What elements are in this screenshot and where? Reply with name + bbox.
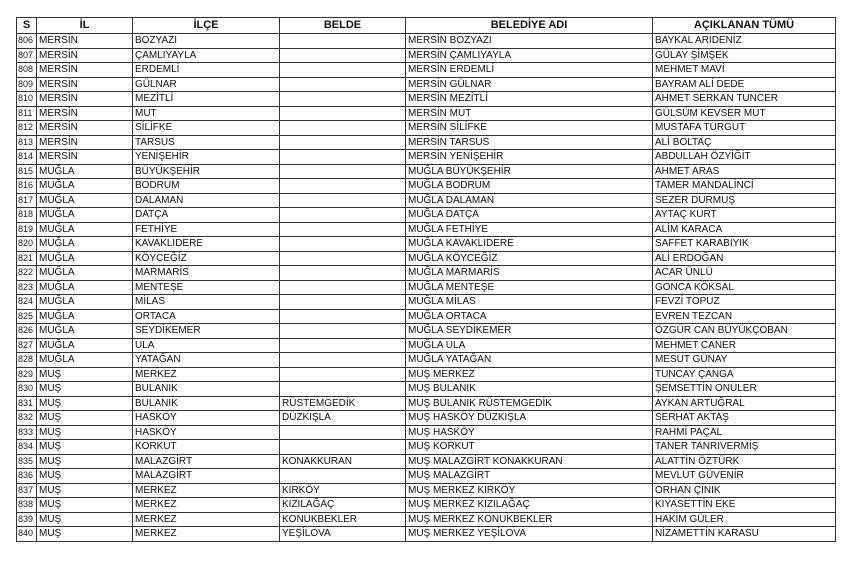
cell-aciklanan-tumu: TANER TANRIVERMİŞ — [653, 440, 836, 455]
cell-belediye-adi: MUĞLA KAVAKLIDERE — [406, 237, 653, 252]
row-number: 808 — [17, 63, 37, 78]
row-number: 840 — [17, 527, 37, 542]
cell-il: MUĞLA — [37, 295, 133, 310]
cell-ilce: MERKEZ — [133, 498, 280, 513]
cell-belde: KIZILAĞAÇ — [280, 498, 406, 513]
row-number: 831 — [17, 396, 37, 411]
cell-belediye-adi: MUŞ MERKEZ KONUKBEKLER — [406, 512, 653, 527]
cell-il: MUŞ — [37, 469, 133, 484]
cell-aciklanan-tumu: BAYRAM ALİ DEDE — [653, 77, 836, 92]
row-number: 810 — [17, 92, 37, 107]
cell-ilce: ULA — [133, 338, 280, 353]
table-row — [17, 121, 836, 136]
cell-belde — [280, 222, 406, 237]
table-row — [17, 324, 836, 339]
cell-belde — [280, 179, 406, 194]
cell-ilce: MERKEZ — [133, 367, 280, 382]
cell-ilce: MARMARİS — [133, 266, 280, 281]
cell-aciklanan-tumu: AHMET ARAS — [653, 164, 836, 179]
cell-il: MERSİN — [37, 92, 133, 107]
table-row — [17, 106, 836, 121]
table-row — [17, 77, 836, 92]
cell-ilce: MUT — [133, 106, 280, 121]
cell-aciklanan-tumu: ORHAN ÇINIK — [653, 483, 836, 498]
table-row — [17, 382, 836, 397]
row-number: 835 — [17, 454, 37, 469]
cell-il: MERSİN — [37, 135, 133, 150]
cell-ilce: ÇAMLIYAYLA — [133, 48, 280, 63]
cell-il: MUŞ — [37, 454, 133, 469]
cell-il: MERSİN — [37, 106, 133, 121]
cell-aciklanan-tumu: NİZAMETTİN KARASU — [653, 527, 836, 542]
cell-belde — [280, 208, 406, 223]
cell-belediye-adi: MUĞLA BÜYÜKŞEHİR — [406, 164, 653, 179]
table-row — [17, 251, 836, 266]
cell-ilce: GÜLNAR — [133, 77, 280, 92]
row-number: 806 — [17, 34, 37, 49]
cell-belde — [280, 266, 406, 281]
cell-belediye-adi: MERSİN ERDEMLİ — [406, 63, 653, 78]
cell-ilce: MERKEZ — [133, 483, 280, 498]
row-number: 838 — [17, 498, 37, 513]
cell-ilce: DALAMAN — [133, 193, 280, 208]
table-row — [17, 338, 836, 353]
cell-belde — [280, 280, 406, 295]
cell-ilce: TARSUS — [133, 135, 280, 150]
row-number: 829 — [17, 367, 37, 382]
cell-ilce: KORKUT — [133, 440, 280, 455]
row-number: 816 — [17, 179, 37, 194]
table-row — [17, 208, 836, 223]
row-number: 817 — [17, 193, 37, 208]
table-row — [17, 353, 836, 368]
cell-ilce: BULANIK — [133, 396, 280, 411]
cell-belediye-adi: MUŞ BULANIK RÜSTEMGEDİK — [406, 396, 653, 411]
cell-il: MUŞ — [37, 440, 133, 455]
cell-il: MUĞLA — [37, 179, 133, 194]
cell-belediye-adi: MERSİN ÇAMLIYAYLA — [406, 48, 653, 63]
row-number: 815 — [17, 164, 37, 179]
cell-il: MUĞLA — [37, 208, 133, 223]
header-row — [17, 18, 836, 34]
table-row — [17, 222, 836, 237]
cell-il: MUĞLA — [37, 164, 133, 179]
cell-belediye-adi: MUŞ HASKÖY — [406, 425, 653, 440]
cell-aciklanan-tumu: RAHMİ PAÇAL — [653, 425, 836, 440]
cell-aciklanan-tumu: SEZER DURMUŞ — [653, 193, 836, 208]
cell-il: MERSİN — [37, 63, 133, 78]
cell-aciklanan-tumu: FEVZİ TOPUZ — [653, 295, 836, 310]
cell-il: MERSİN — [37, 150, 133, 165]
cell-ilce: BODRUM — [133, 179, 280, 194]
cell-belde — [280, 237, 406, 252]
cell-belediye-adi: MUŞ MALAZGİRT KONAKKURAN — [406, 454, 653, 469]
table-row — [17, 440, 836, 455]
row-number: 837 — [17, 483, 37, 498]
cell-belediye-adi: MERSİN MUT — [406, 106, 653, 121]
cell-il: MUĞLA — [37, 237, 133, 252]
cell-belediye-adi: MUŞ HASKÖY DÜZKIŞLA — [406, 411, 653, 426]
cell-aciklanan-tumu: EVREN TEZCAN — [653, 309, 836, 324]
cell-aciklanan-tumu: MEVLUT GÜVENİR — [653, 469, 836, 484]
row-number: 824 — [17, 295, 37, 310]
header-s: S — [17, 18, 37, 34]
cell-il: MUŞ — [37, 512, 133, 527]
cell-aciklanan-tumu: ALİ ERDOĞAN — [653, 251, 836, 266]
cell-ilce: BULANIK — [133, 382, 280, 397]
table-row — [17, 527, 836, 542]
table-row — [17, 179, 836, 194]
cell-belde: DÜZKIŞLA — [280, 411, 406, 426]
cell-belde — [280, 469, 406, 484]
row-number: 834 — [17, 440, 37, 455]
row-number: 814 — [17, 150, 37, 165]
cell-belde — [280, 425, 406, 440]
table-row — [17, 396, 836, 411]
header-belediye-adi: BELEDİYE ADI — [406, 18, 653, 34]
cell-ilce: FETHİYE — [133, 222, 280, 237]
cell-aciklanan-tumu: ALATTİN ÖZTÜRK — [653, 454, 836, 469]
cell-il: MUĞLA — [37, 251, 133, 266]
cell-belde: YEŞİLOVA — [280, 527, 406, 542]
cell-belediye-adi: MUŞ MERKEZ — [406, 367, 653, 382]
cell-il: MUĞLA — [37, 324, 133, 339]
cell-il: MUŞ — [37, 527, 133, 542]
cell-il: MERSİN — [37, 34, 133, 49]
row-number: 828 — [17, 353, 37, 368]
table-row — [17, 483, 836, 498]
cell-aciklanan-tumu: MUSTAFA TURGUT — [653, 121, 836, 136]
table-row — [17, 411, 836, 426]
cell-belde — [280, 295, 406, 310]
table-row — [17, 164, 836, 179]
cell-belde — [280, 338, 406, 353]
cell-belediye-adi: MERSİN TARSUS — [406, 135, 653, 150]
cell-aciklanan-tumu: GONCA KÖKSAL — [653, 280, 836, 295]
cell-aciklanan-tumu: AYTAÇ KURT — [653, 208, 836, 223]
cell-belde — [280, 150, 406, 165]
cell-aciklanan-tumu: GÜLSÜM KEVSER MUT — [653, 106, 836, 121]
cell-il: MUŞ — [37, 425, 133, 440]
cell-belde: KONUKBEKLER — [280, 512, 406, 527]
cell-belediye-adi: MUĞLA DATÇA — [406, 208, 653, 223]
cell-aciklanan-tumu: ÖZGÜR CAN BÜYÜKÇOBAN — [653, 324, 836, 339]
table-row — [17, 309, 836, 324]
cell-il: MUŞ — [37, 411, 133, 426]
cell-aciklanan-tumu: TAMER MANDALİNCİ — [653, 179, 836, 194]
row-number: 812 — [17, 121, 37, 136]
table-row — [17, 280, 836, 295]
cell-belde — [280, 92, 406, 107]
row-number: 827 — [17, 338, 37, 353]
header-il: İL — [37, 18, 133, 34]
cell-belediye-adi: MUĞLA FETHİYE — [406, 222, 653, 237]
cell-aciklanan-tumu: ŞEMSETTİN ONULER — [653, 382, 836, 397]
cell-aciklanan-tumu: AHMET SERKAN TUNCER — [653, 92, 836, 107]
cell-belde: RÜSTEMGEDİK — [280, 396, 406, 411]
row-number: 818 — [17, 208, 37, 223]
cell-aciklanan-tumu: BAYKAL ARIDENİZ — [653, 34, 836, 49]
cell-belde — [280, 309, 406, 324]
cell-belediye-adi: MUŞ MERKEZ KIRKÖY — [406, 483, 653, 498]
cell-belde — [280, 164, 406, 179]
cell-ilce: KÖYCEĞİZ — [133, 251, 280, 266]
row-number: 807 — [17, 48, 37, 63]
cell-aciklanan-tumu: MEHMET CANER — [653, 338, 836, 353]
cell-aciklanan-tumu: ACAR ÜNLÜ — [653, 266, 836, 281]
row-number: 813 — [17, 135, 37, 150]
cell-il: MERSİN — [37, 77, 133, 92]
row-number: 821 — [17, 251, 37, 266]
table-row — [17, 266, 836, 281]
cell-belde — [280, 34, 406, 49]
table-row — [17, 193, 836, 208]
cell-ilce: HASKÖY — [133, 411, 280, 426]
cell-il: MUŞ — [37, 367, 133, 382]
table-row — [17, 135, 836, 150]
table-row — [17, 63, 836, 78]
cell-belediye-adi: MUĞLA MİLAS — [406, 295, 653, 310]
cell-aciklanan-tumu: TUNCAY ÇANGA — [653, 367, 836, 382]
header-ilce: İLÇE — [133, 18, 280, 34]
cell-il: MUĞLA — [37, 222, 133, 237]
cell-il: MUĞLA — [37, 280, 133, 295]
cell-aciklanan-tumu: MESUT GÜNAY — [653, 353, 836, 368]
row-number: 811 — [17, 106, 37, 121]
cell-aciklanan-tumu: ALİM KARACA — [653, 222, 836, 237]
table-row — [17, 48, 836, 63]
cell-aciklanan-tumu: HAKİM GÜLER — [653, 512, 836, 527]
table-body — [17, 34, 836, 542]
cell-belediye-adi: MUŞ MALAZGİRT — [406, 469, 653, 484]
cell-belediye-adi: MERSİN BOZYAZI — [406, 34, 653, 49]
cell-belde — [280, 63, 406, 78]
cell-belde — [280, 382, 406, 397]
table-row — [17, 498, 836, 513]
cell-ilce: MALAZGİRT — [133, 454, 280, 469]
candidates-table — [16, 17, 836, 542]
row-number: 836 — [17, 469, 37, 484]
cell-ilce: ORTACA — [133, 309, 280, 324]
cell-ilce: BÜYÜKŞEHİR — [133, 164, 280, 179]
cell-ilce: MERKEZ — [133, 512, 280, 527]
cell-belediye-adi: MUŞ KORKUT — [406, 440, 653, 455]
table-row — [17, 367, 836, 382]
table-row — [17, 454, 836, 469]
cell-belde — [280, 367, 406, 382]
cell-ilce: HASKÖY — [133, 425, 280, 440]
cell-il: MUĞLA — [37, 353, 133, 368]
cell-aciklanan-tumu: KIYASETTİN EKE — [653, 498, 836, 513]
row-number: 825 — [17, 309, 37, 324]
cell-ilce: BOZYAZI — [133, 34, 280, 49]
cell-belediye-adi: MERSİN YENİŞEHİR — [406, 150, 653, 165]
cell-il: MUĞLA — [37, 193, 133, 208]
table-row — [17, 512, 836, 527]
cell-ilce: KAVAKLIDERE — [133, 237, 280, 252]
cell-belde — [280, 193, 406, 208]
cell-belediye-adi: MERSİN SİLİFKE — [406, 121, 653, 136]
row-number: 819 — [17, 222, 37, 237]
row-number: 830 — [17, 382, 37, 397]
cell-ilce: ERDEMLİ — [133, 63, 280, 78]
cell-belde — [280, 121, 406, 136]
header-aciklanan-tumu: AÇIKLANAN TÜMÜ — [653, 18, 836, 34]
cell-il: MUĞLA — [37, 338, 133, 353]
cell-belde — [280, 77, 406, 92]
cell-il: MERSİN — [37, 121, 133, 136]
cell-aciklanan-tumu: GÜLAY ŞİMŞEK — [653, 48, 836, 63]
cell-belediye-adi: MUŞ MERKEZ KIZILAĞAÇ — [406, 498, 653, 513]
cell-belde — [280, 48, 406, 63]
cell-belde — [280, 106, 406, 121]
cell-belediye-adi: MUĞLA BODRUM — [406, 179, 653, 194]
cell-aciklanan-tumu: MEHMET MAVİ — [653, 63, 836, 78]
cell-belde: KONAKKURAN — [280, 454, 406, 469]
cell-ilce: SİLİFKE — [133, 121, 280, 136]
cell-il: MERSİN — [37, 48, 133, 63]
cell-belediye-adi: MUĞLA MARMARİS — [406, 266, 653, 281]
row-number: 833 — [17, 425, 37, 440]
cell-ilce: MEZİTLİ — [133, 92, 280, 107]
cell-belde — [280, 324, 406, 339]
cell-ilce: MİLAS — [133, 295, 280, 310]
table-row — [17, 34, 836, 49]
cell-il: MUĞLA — [37, 266, 133, 281]
cell-aciklanan-tumu: ABDULLAH ÖZYİĞİT — [653, 150, 836, 165]
cell-ilce: MERKEZ — [133, 527, 280, 542]
cell-belediye-adi: MUĞLA ORTACA — [406, 309, 653, 324]
cell-il: MUŞ — [37, 483, 133, 498]
table-row — [17, 150, 836, 165]
cell-aciklanan-tumu: SAFFET KARABIYIK — [653, 237, 836, 252]
cell-il: MUŞ — [37, 382, 133, 397]
cell-ilce: MENTEŞE — [133, 280, 280, 295]
table-row — [17, 237, 836, 252]
cell-belediye-adi: MERSİN MEZİTLİ — [406, 92, 653, 107]
cell-belediye-adi: MUŞ BULANIK — [406, 382, 653, 397]
cell-belde — [280, 353, 406, 368]
row-number: 823 — [17, 280, 37, 295]
cell-ilce: YATAĞAN — [133, 353, 280, 368]
table-row — [17, 425, 836, 440]
cell-belediye-adi: MUĞLA ULA — [406, 338, 653, 353]
table-row — [17, 295, 836, 310]
cell-belediye-adi: MERSİN GÜLNAR — [406, 77, 653, 92]
cell-il: MUŞ — [37, 396, 133, 411]
header-belde: BELDE — [280, 18, 406, 34]
cell-aciklanan-tumu: AYKAN ARTUĞRAL — [653, 396, 836, 411]
table-row — [17, 469, 836, 484]
row-number: 820 — [17, 237, 37, 252]
table-header — [17, 18, 836, 34]
cell-ilce: YENİŞEHİR — [133, 150, 280, 165]
table-row — [17, 92, 836, 107]
cell-belediye-adi: MUŞ MERKEZ YEŞİLOVA — [406, 527, 653, 542]
cell-belde: KIRKÖY — [280, 483, 406, 498]
row-number: 822 — [17, 266, 37, 281]
cell-belde — [280, 251, 406, 266]
row-number: 826 — [17, 324, 37, 339]
cell-belediye-adi: MUĞLA YATAĞAN — [406, 353, 653, 368]
cell-belde — [280, 135, 406, 150]
cell-belediye-adi: MUĞLA DALAMAN — [406, 193, 653, 208]
row-number: 809 — [17, 77, 37, 92]
row-number: 839 — [17, 512, 37, 527]
cell-belediye-adi: MUĞLA KÖYCEĞİZ — [406, 251, 653, 266]
cell-aciklanan-tumu: ALİ BOLTAÇ — [653, 135, 836, 150]
cell-ilce: DATÇA — [133, 208, 280, 223]
cell-aciklanan-tumu: SERHAT AKTAŞ — [653, 411, 836, 426]
cell-il: MUĞLA — [37, 309, 133, 324]
candidates-table-container — [16, 17, 836, 542]
cell-belde — [280, 440, 406, 455]
cell-ilce: SEYDİKEMER — [133, 324, 280, 339]
cell-belediye-adi: MUĞLA MENTEŞE — [406, 280, 653, 295]
cell-belediye-adi: MUĞLA SEYDİKEMER — [406, 324, 653, 339]
row-number: 832 — [17, 411, 37, 426]
cell-il: MUŞ — [37, 498, 133, 513]
cell-ilce: MALAZGİRT — [133, 469, 280, 484]
